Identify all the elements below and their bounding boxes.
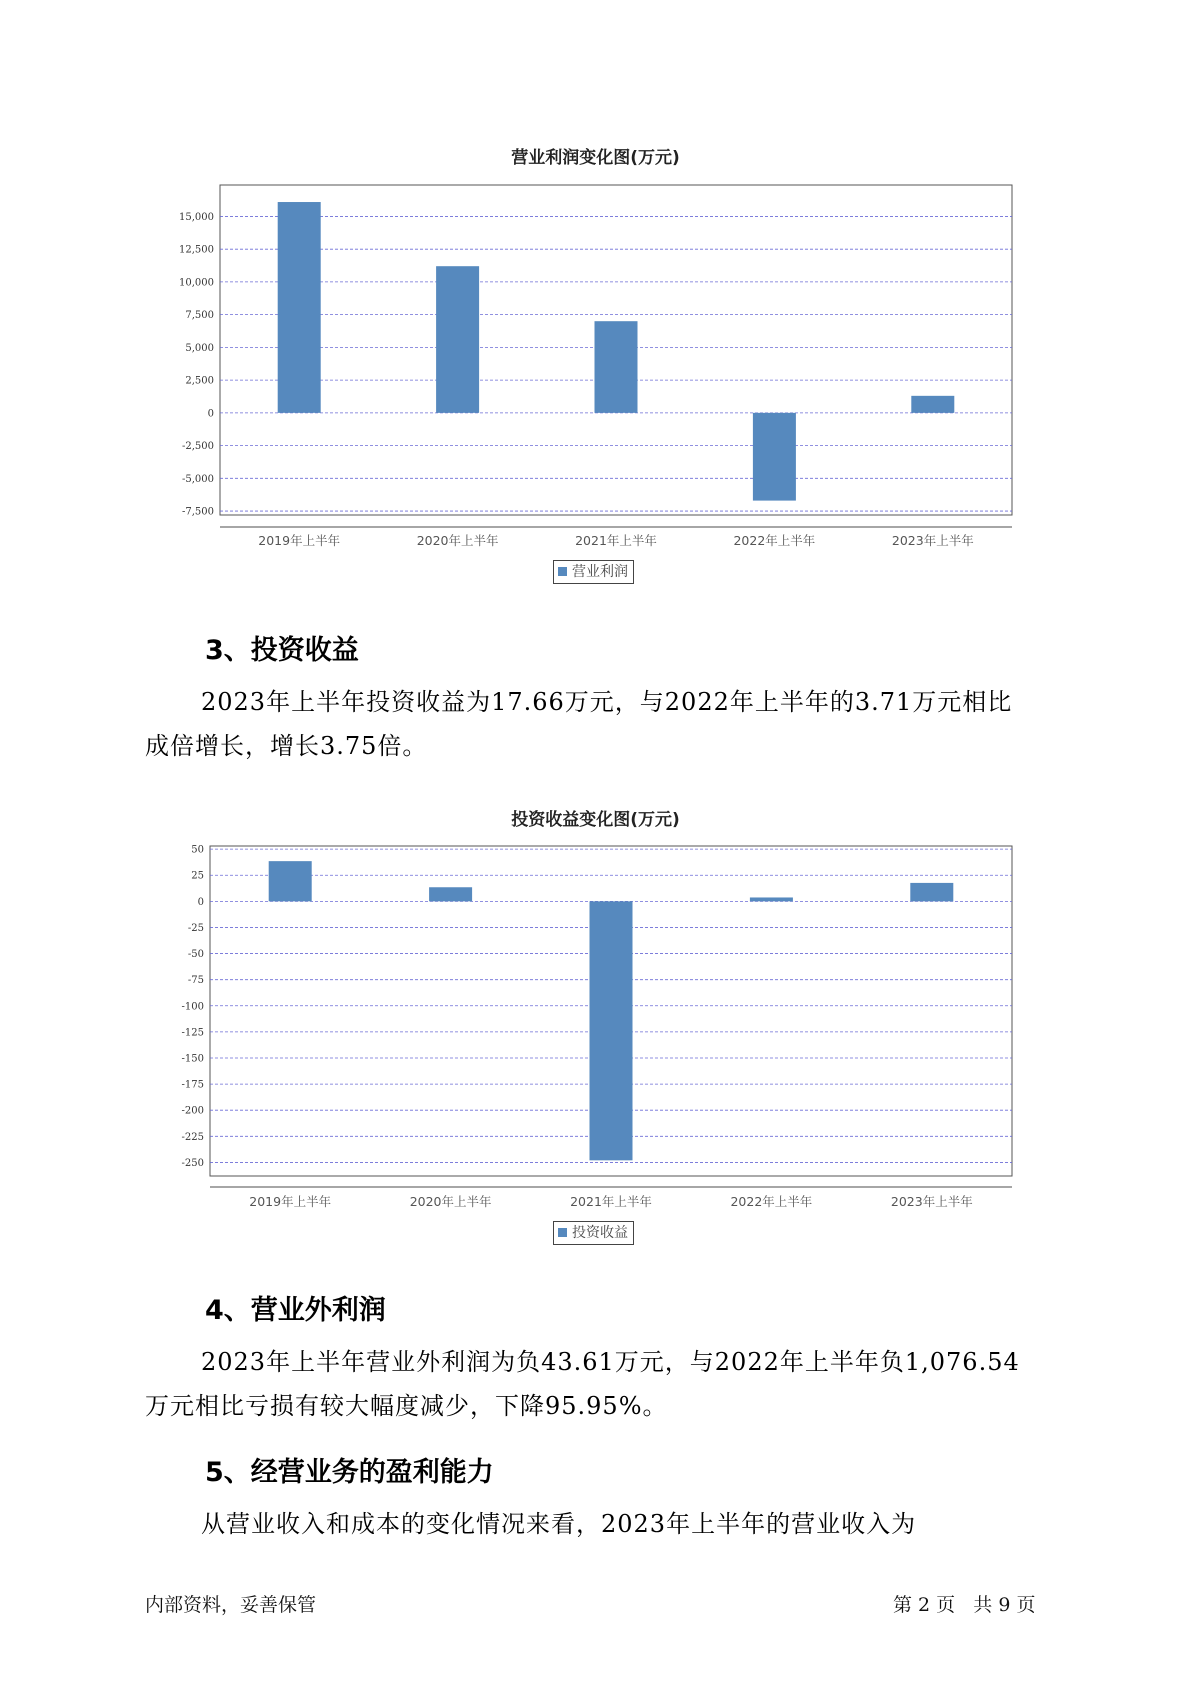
section-5-heading: 5、经营业务的盈利能力 [205,1457,494,1488]
chart2-ytick-label: -125 [181,1027,204,1039]
chart1-category-label: 2020年上半年 [416,533,499,548]
chart2-category-label: 2023年上半年 [890,1194,973,1209]
chart2-ytick-label: 50 [191,844,204,856]
chart1-ytick-label: -2,500 [181,441,214,453]
section-5-line-1: 从营业收入和成本的变化情况来看，2023年上半年的营业收入为 [201,1510,917,1538]
chart1-ytick-label: 12,500 [179,244,214,256]
chart2-ytick-label: 0 [197,896,204,908]
chart1-ytick-label: -7,500 [181,506,214,518]
chart2-ytick-label: -175 [181,1079,204,1091]
chart1-category-label: 2022年上半年 [733,533,816,548]
chart2-ytick-label: -100 [181,1001,204,1013]
legend-swatch-icon [558,1228,567,1237]
chart1-legend-label: 营业利润 [572,564,628,580]
chart2-category-label: 2020年上半年 [409,1194,492,1209]
chart2-ytick-label: -50 [187,949,204,961]
section-4-heading: 4、营业外利润 [205,1295,386,1326]
chart2-bar [750,897,793,901]
chart2-ytick-label: -150 [181,1053,204,1065]
chart2-legend-label: 投资收益 [572,1225,628,1241]
chart1-ytick-label: 7,500 [185,310,214,322]
chart1-ytick-label: 0 [207,408,214,420]
chart1-title: 营业利润变化图(万元) [511,148,680,168]
footer-page-number: 第 2 页 共 9 页 [893,1594,1036,1616]
chart1-ytick-label: 2,500 [185,375,214,387]
chart1-ytick-label: -5,000 [181,473,214,485]
chart1-ytick-label: 15,000 [179,211,214,223]
chart2-ytick-label: -225 [181,1131,204,1143]
section-3-heading: 3、投资收益 [205,635,359,666]
chart2-ytick-label: -200 [181,1105,204,1117]
section-5-paragraph [145,1502,1065,1546]
section-4-paragraph [145,1340,1065,1428]
chart1-ytick-label: 10,000 [179,277,214,289]
chart1-category-label: 2019年上半年 [258,533,341,548]
chart2-category-label: 2019年上半年 [249,1194,332,1209]
chart2-bar [429,887,472,901]
footer-left: 内部资料，妥善保管 [145,1594,317,1616]
chart2-ytick-label: -25 [187,922,204,934]
chart2-category-label: 2022年上半年 [730,1194,813,1209]
chart2-legend [553,1221,634,1245]
section-3-line-2: 成倍增长，增长3.75倍。 [145,732,428,760]
chart2-bar [590,901,633,1160]
chart2-ytick-label: 25 [191,870,204,882]
section-4-line-1: 2023年上半年营业外利润为负43.61万元，与2022年上半年负1,076.54 [201,1348,1020,1376]
section-4-line-2: 万元相比亏损有较大幅度减少，下降95.95%。 [145,1392,668,1420]
chart2-ytick-label: -250 [181,1157,204,1169]
chart2-bar [910,883,953,901]
chart2-bar [269,861,312,901]
chart1-category-label: 2023年上半年 [891,533,974,548]
chart2-category-label: 2021年上半年 [570,1194,652,1209]
chart2-title: 投资收益变化图(万元) [511,810,680,830]
chart2-ytick-label: -75 [187,975,204,987]
section-3-line-1: 2023年上半年投资收益为17.66万元，与2022年上半年的3.71万元相比 [201,688,1013,716]
chart1-category-label: 2021年上半年 [575,533,657,548]
chart1-ytick-label: 5,000 [185,342,214,354]
